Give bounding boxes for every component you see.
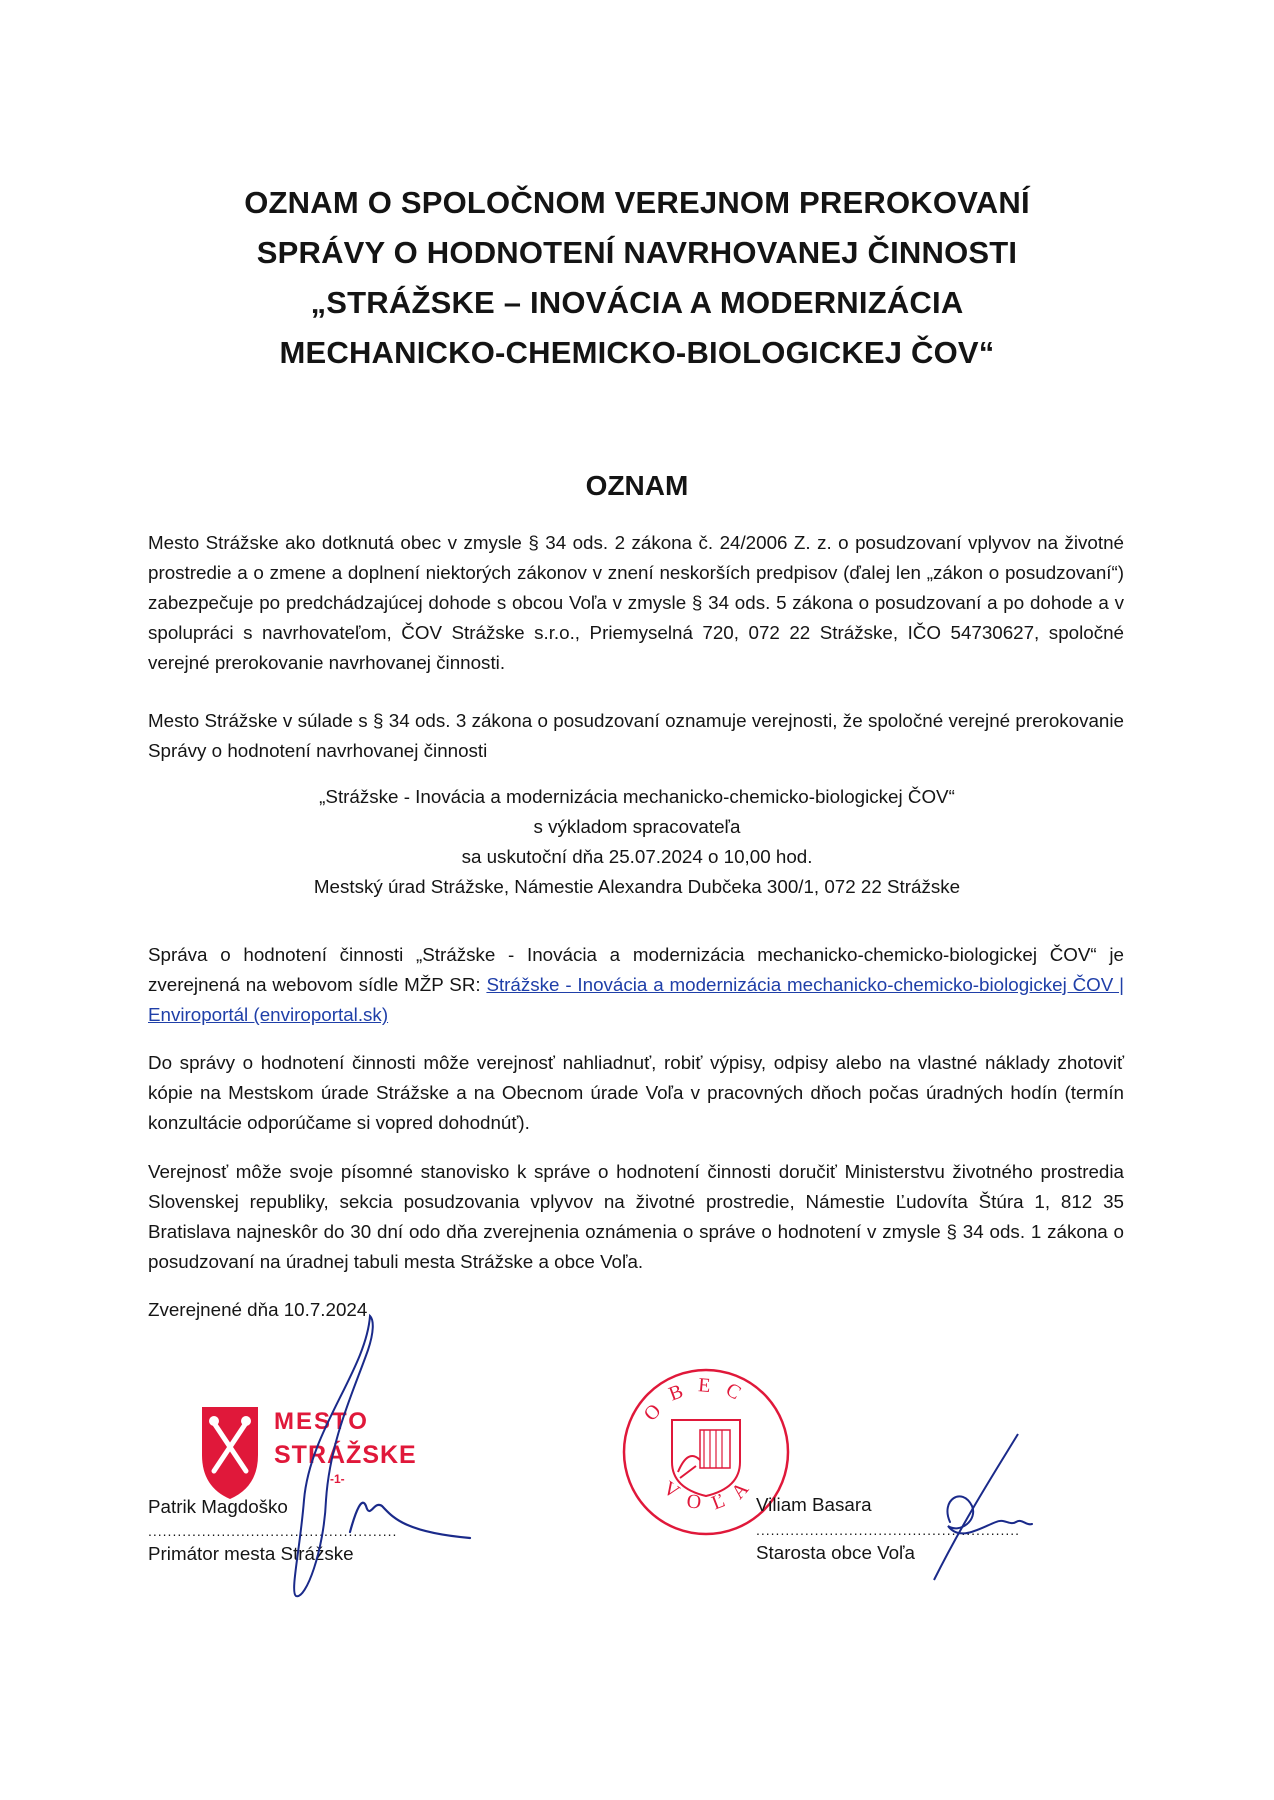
paragraph-3-text: Správa o hodnotení činnosti „Strážske - Inovácia a modernizácia mechanicko-chemicko-biologickej ČOV“ je zverejnená na webovom sídle MŽP SR: [148, 944, 1124, 995]
stamp-right-top: OBEC [639, 1374, 757, 1426]
right-handwritten-signature [900, 1430, 1050, 1590]
title-line-4: MECHANICKO-CHEMICKO-BIOLOGICKEJ ČOV“ [279, 335, 995, 370]
paragraph-4: Do správy o hodnotení činnosti môže verejnosť nahliadnuť, robiť výpisy, odpisy alebo na vlastné náklady zhotoviť kópie na Mestskom úrade Strážske a na Obecnom úrade Voľa v pracovných dňoch počas úradných hodín (termín konzultácie odporúčame si vopred dohodnúť). [148, 1052, 1124, 1133]
enviroportal-link[interactable]: Strážske - Inovácia a modernizácia mechanicko-chemicko-biologickej ČOV | Enviroportál (enviroportal.sk) [148, 974, 1124, 1025]
meeting-place: Mestský úrad Strážske, Námestie Alexandra Dubčeka 300/1, 072 22 Strážske [313, 876, 961, 897]
title-line-2: SPRÁVY O HODNOTENÍ NAVRHOVANEJ ČINNOSTI [256, 235, 1018, 270]
stamp-left-line-1: MESTO [274, 1408, 369, 1435]
left-signatory-name: Patrik Magdoško [148, 1496, 288, 1517]
stamp-right-bottom: VOĽA [659, 1467, 763, 1515]
title-line-1: OZNAM O SPOLOČNOM VEREJNOM PREROKOVANÍ [244, 185, 1030, 220]
stamp-left-line-3: -1- [330, 1472, 345, 1486]
left-signatory-role: Primátor mesta Strážske [148, 1543, 354, 1564]
meeting-details [0, 782, 1274, 902]
strazske-coat-of-arms-icon [202, 1407, 258, 1499]
paragraph-5: Verejnosť môže svoje písomné stanovisko k správe o hodnotení činnosti doručiť Ministerstvu životného prostredia Slovenskej republiky, sekcia posudzovania vplyvov na životné prostredie, Námestie Ľudovíta Štúra 1, 812 35 Bratislava najneskôr do 30 dní odo dňa zverejnenia oznámenia o správe o hodnotení v zmysle § 34 ods. 1 zákona o posudzovaní na úradnej tabuli mesta Strážske a obce Voľa. [148, 1161, 1124, 1272]
paragraph-1: Mesto Strážske ako dotknutá obec v zmysle § 34 ods. 2 zákona č. 24/2006 Z. z. o posudzovaní vplyvov na životné prostredie a o zmene a doplnení niektorých zákonov v znení neskorších predpisov (ďalej len „zákon o posudzovaní“) zabezpečuje po predchádzajúcej dohode s obcou Voľa v zmysle § 34 ods. 5 zákona o posudzovaní a po dohode a v spolupráci s navrhovateľom, ČOV Strážske s.r.o., Priemyselná 720, 072 22 Strážske, IČO 54730627, spoločné verejné prerokovanie navrhovanej činnosti. [148, 532, 1124, 673]
paragraph-3 [148, 940, 1124, 1030]
publication-date: Zverejnené dňa 10.7.2024 [148, 1299, 368, 1320]
title-line-3: „STRÁŽSKE – INOVÁCIA A MODERNIZÁCIA [310, 285, 964, 320]
paragraph-2: Mesto Strážske v súlade s § 34 ods. 3 zákona o posudzovaní oznamuje verejnosti, že spoločné verejné prerokovanie Správy o hodnotení navrhovanej činnosti [148, 710, 1124, 761]
meeting-with: s výkladom spracovateľa [533, 816, 741, 837]
svg-text:OBEC [640, 1374, 757, 1425]
document-title [0, 178, 1274, 378]
left-handwritten-signature [270, 1310, 490, 1610]
right-signature-line: ...................................................... [756, 1522, 1021, 1538]
stamp-left-line-2: STRÁŽSKE [274, 1441, 417, 1469]
subheading: OZNAM [585, 470, 689, 501]
left-signature-line: ................................................... [148, 1523, 398, 1539]
right-signatory-role: Starosta obce Voľa [756, 1542, 915, 1563]
meeting-date: sa uskutoční dňa 25.07.2024 o 10,00 hod. [461, 846, 813, 867]
vola-coat-of-arms-icon [672, 1420, 740, 1496]
meeting-project: „Strážske - Inovácia a modernizácia mechanicko-chemicko-biologickej ČOV“ [319, 786, 955, 807]
right-signatory-name: Viliam Basara [756, 1494, 872, 1515]
